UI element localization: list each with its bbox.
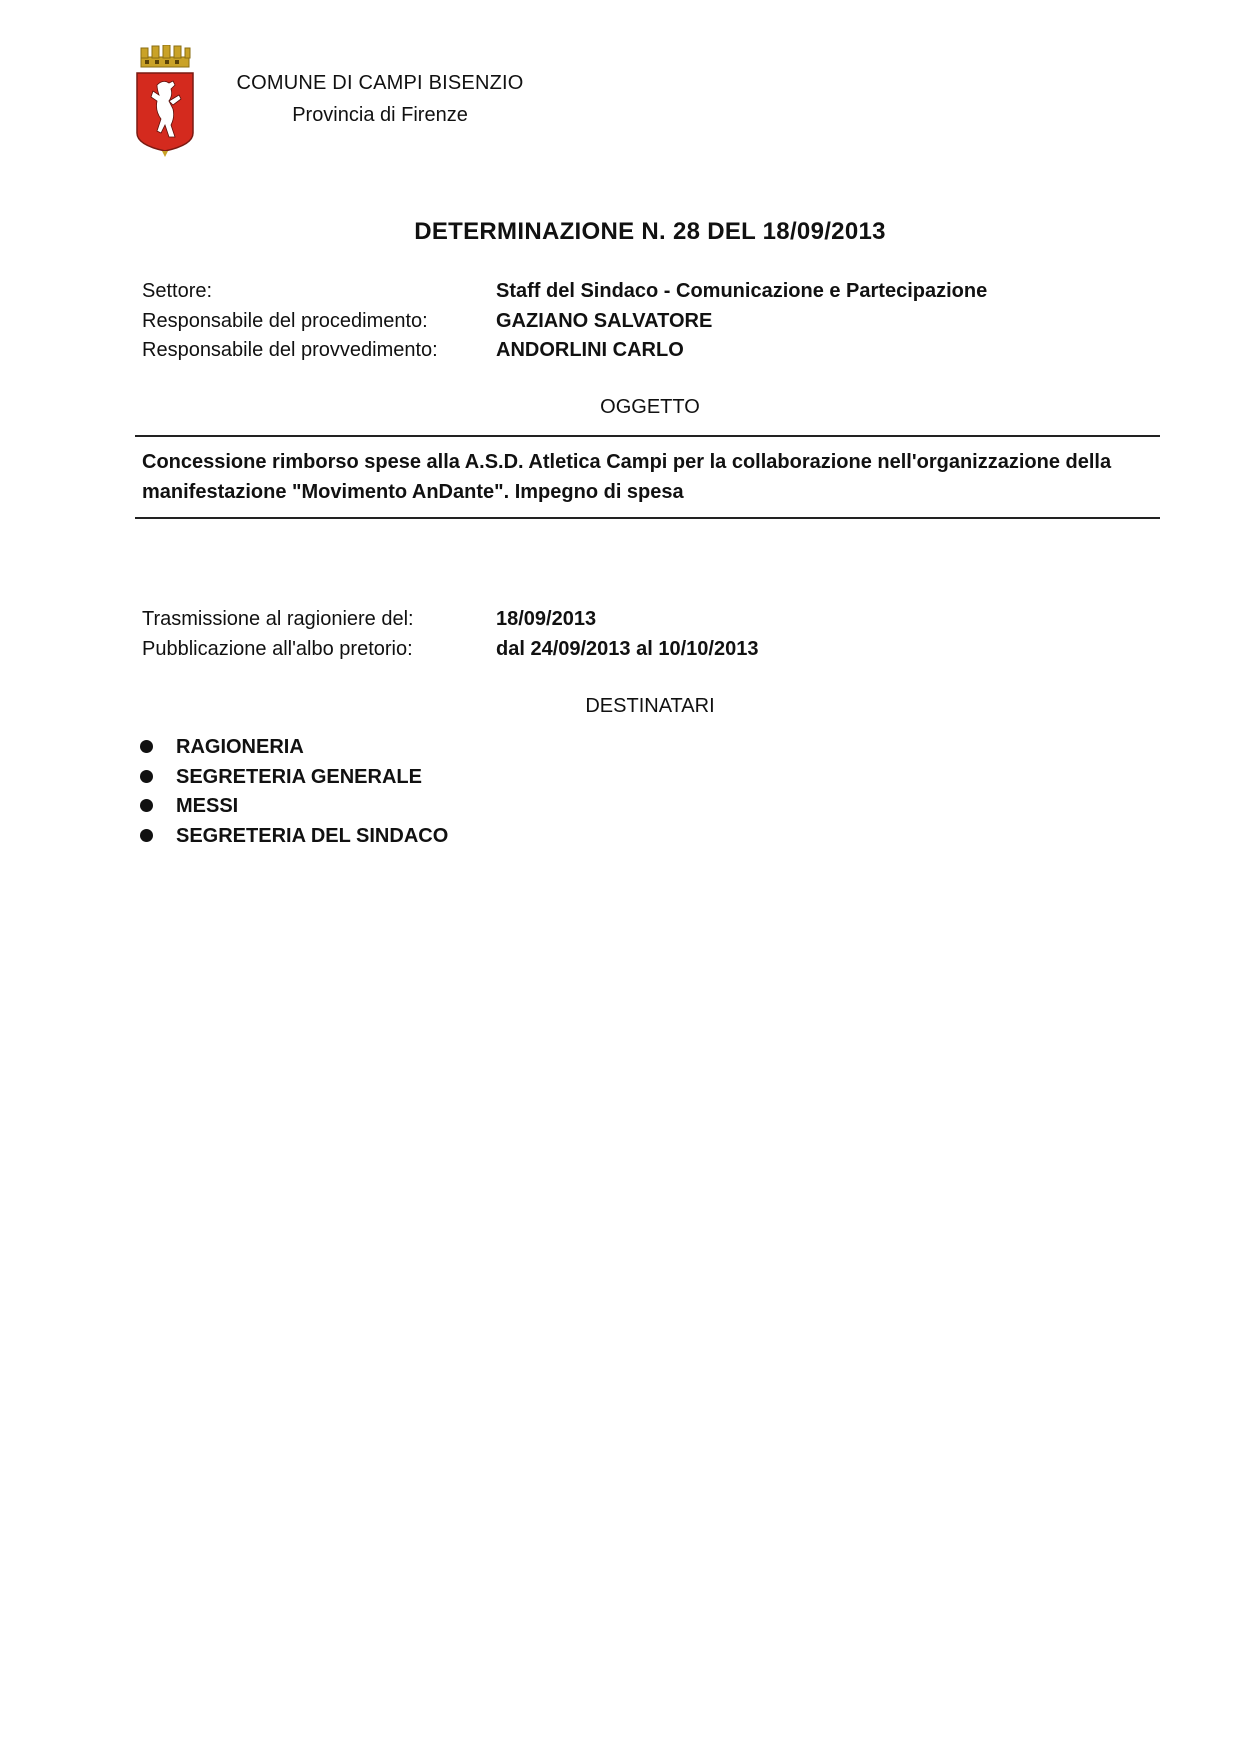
comune-name: COMUNE DI CAMPI BISENZIO xyxy=(236,72,524,94)
divider-bottom xyxy=(135,517,1160,519)
recipient-label: MESSI xyxy=(176,795,239,817)
subject-text: Concessione rimborso spese alla A.S.D. Atletica Campi per la collaborazione nell'organizzazione della manifestazione "Movimento AnDante". Impegno di spesa xyxy=(142,451,1112,503)
provincia-name: Provincia di Firenze xyxy=(292,104,468,126)
list-item xyxy=(138,822,448,852)
recipients-list xyxy=(138,733,448,851)
info-label: Trasmissione al ragioniere del: xyxy=(142,608,414,630)
trasmissione-block xyxy=(142,605,758,664)
info-row-responsabile-procedimento xyxy=(142,307,987,337)
recipient-label: RAGIONERIA xyxy=(176,736,304,758)
list-item xyxy=(138,792,448,822)
info-label: Pubblicazione all'albo pretorio: xyxy=(142,637,413,660)
info-value: dal 24/09/2013 al 10/10/2013 xyxy=(496,637,759,660)
bullet-icon xyxy=(140,799,153,812)
info-value: GAZIANO SALVATORE xyxy=(496,309,713,332)
list-item xyxy=(138,733,448,763)
info-value: ANDORLINI CARLO xyxy=(496,339,684,361)
oggetto-heading: OGGETTO xyxy=(600,396,700,418)
list-item xyxy=(138,763,448,793)
issuer-header xyxy=(220,70,540,128)
bullet-icon xyxy=(140,770,153,783)
info-value: Staff del Sindaco - Comunicazione e Partecipazione xyxy=(496,280,988,302)
info-value: 18/09/2013 xyxy=(496,608,597,630)
info-row-settore xyxy=(142,277,987,307)
bullet-icon xyxy=(140,740,153,753)
info-row-pubblicazione xyxy=(142,635,758,665)
info-label: Responsabile del procedimento: xyxy=(142,309,428,332)
destinatari-heading: DESTINATARI xyxy=(585,695,715,717)
info-label: Responsabile del provvedimento: xyxy=(142,339,438,361)
document-title: DETERMINAZIONE N. 28 DEL 18/09/2013 xyxy=(414,218,886,245)
info-row-responsabile-provvedimento xyxy=(142,336,987,366)
info-row-trasmissione xyxy=(142,605,758,635)
divider-top xyxy=(135,435,1160,437)
info-label: Settore: xyxy=(142,280,213,302)
recipient-label: SEGRETERIA GENERALE xyxy=(176,765,422,788)
bullet-icon xyxy=(140,829,153,842)
coat-of-arms-crest-icon xyxy=(133,45,197,157)
recipient-label: SEGRETERIA DEL SINDACO xyxy=(176,824,449,847)
responsabili-block xyxy=(142,277,987,366)
